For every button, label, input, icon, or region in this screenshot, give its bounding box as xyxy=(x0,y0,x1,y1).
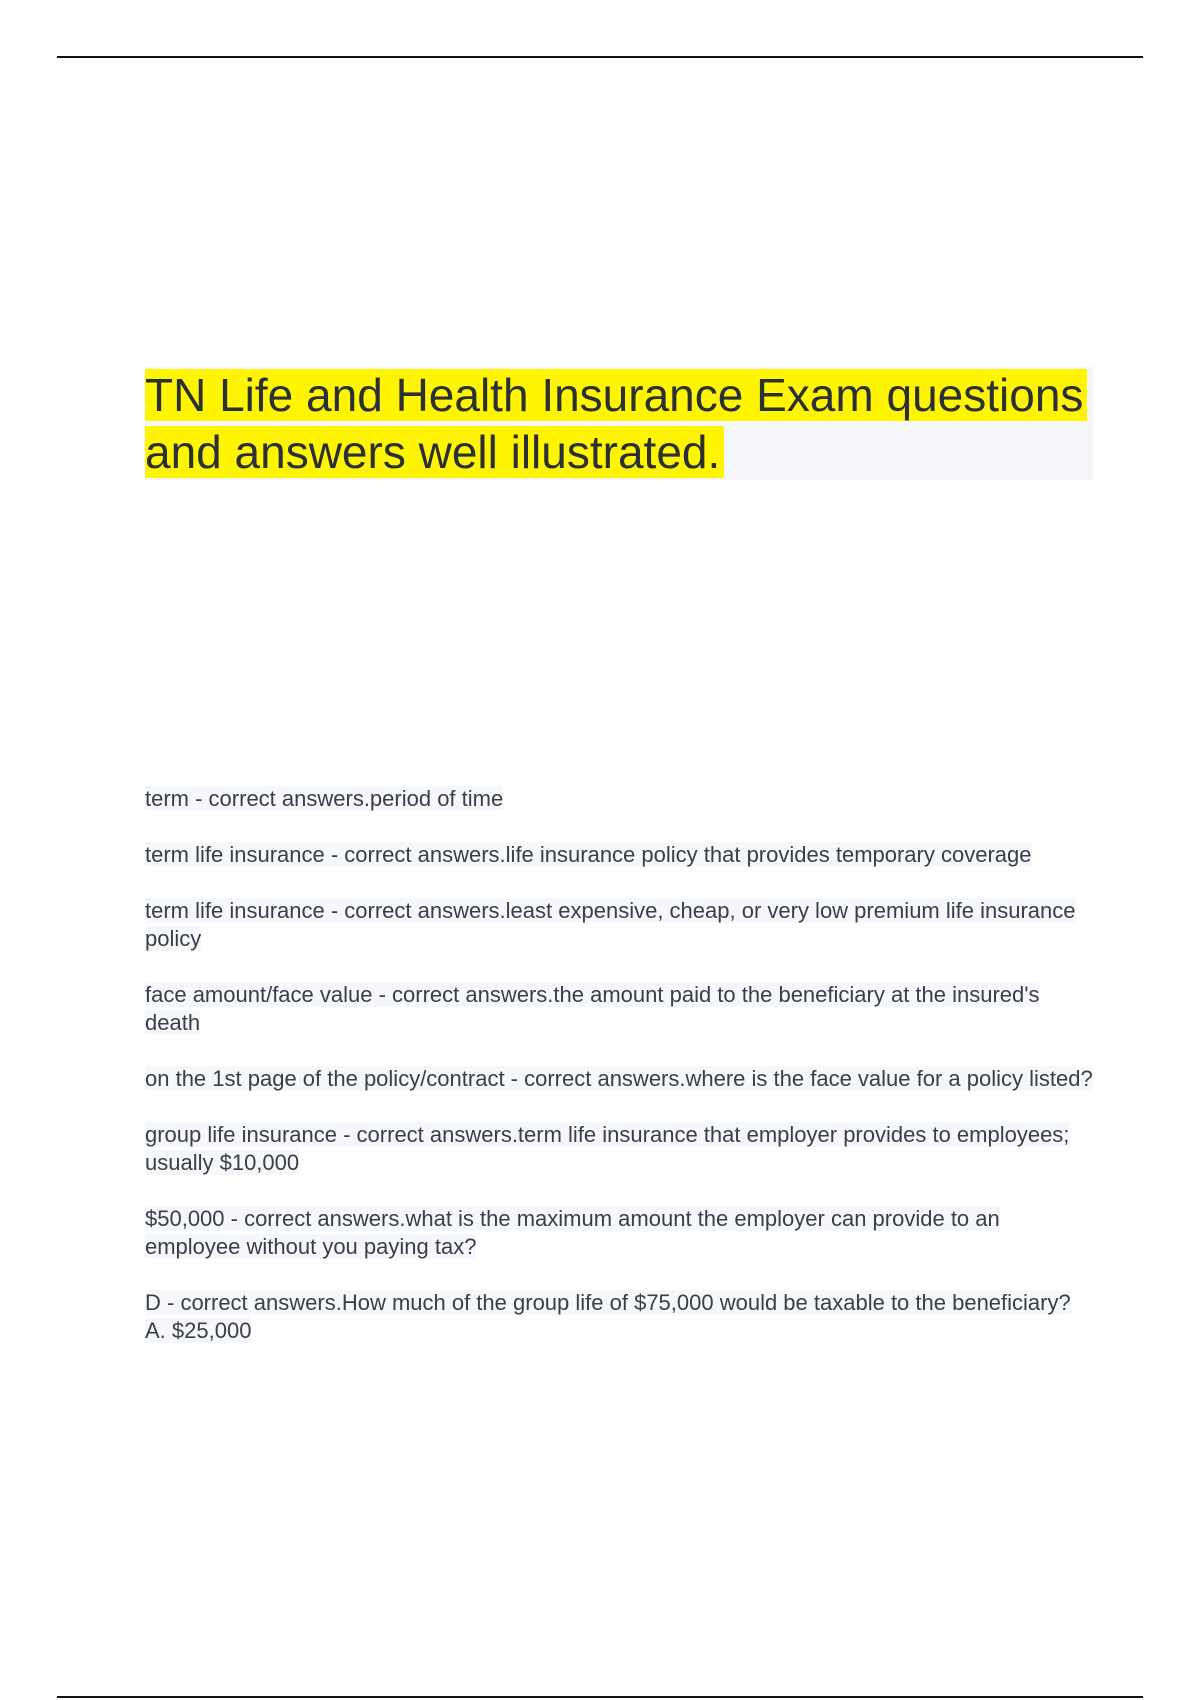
qa-item xyxy=(145,841,1095,869)
qa-text: on the 1st page of the policy/contract - correct answers.where is the face value for a policy listed? xyxy=(145,1066,1093,1091)
answer-option xyxy=(145,1317,1095,1345)
qa-text: term life insurance - correct answers.life insurance policy that provides temporary coverage xyxy=(145,842,1032,867)
qa-text: face amount/face value - correct answers.the amount paid to the beneficiary at the insured's death xyxy=(145,982,1040,1035)
qa-text: term - correct answers.period of time xyxy=(145,786,504,811)
qa-item xyxy=(145,1121,1095,1177)
qa-item xyxy=(145,785,1095,813)
qa-item xyxy=(145,981,1095,1037)
qa-text: $50,000 - correct answers.what is the maximum amount the employer can provide to an employee without you paying tax? xyxy=(145,1206,1000,1259)
document-title xyxy=(145,367,1093,481)
qa-item xyxy=(145,1289,1095,1345)
qa-list xyxy=(145,785,1095,1373)
qa-text: term life insurance - correct answers.least expensive, cheap, or very low premium life insurance policy xyxy=(145,898,1076,951)
qa-item xyxy=(145,1065,1095,1093)
qa-text: D - correct answers.How much of the group life of $75,000 would be taxable to the beneficiary? xyxy=(145,1290,1071,1315)
top-rule xyxy=(57,56,1143,58)
qa-item xyxy=(145,897,1095,953)
answer-option-text: A. $25,000 xyxy=(145,1318,252,1343)
qa-item xyxy=(145,1205,1095,1261)
bottom-rule xyxy=(57,1696,1143,1698)
highlighted-title-text: TN Life and Health Insurance Exam questions and answers well illustrated. xyxy=(145,369,1087,478)
qa-text: group life insurance - correct answers.term life insurance that employer provides to employees; usually $10,000 xyxy=(145,1122,1070,1175)
